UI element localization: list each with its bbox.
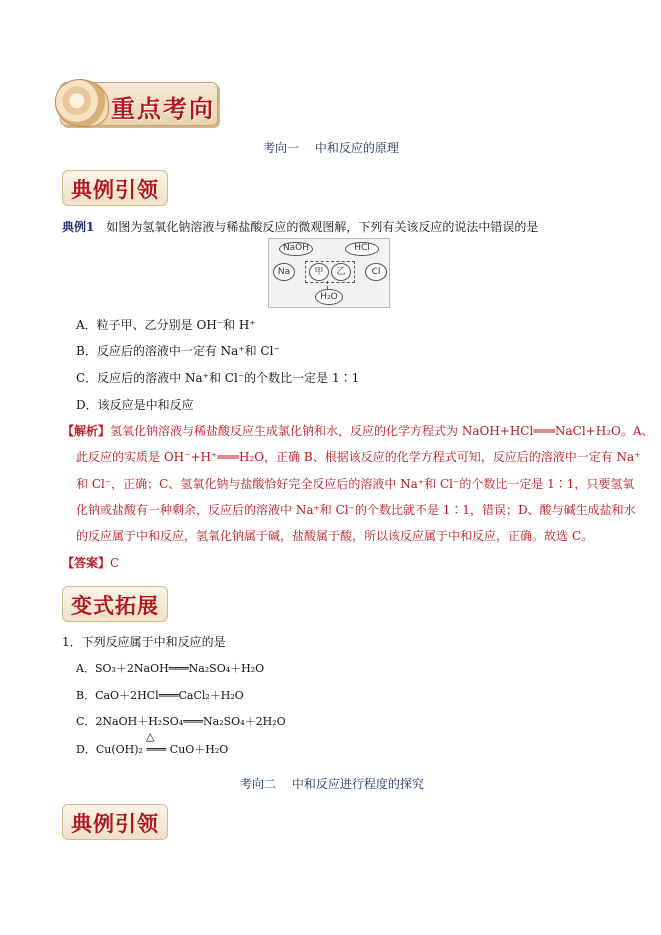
variant-tag-label: 变式拓展 [71, 593, 159, 618]
analysis-line-2: 此反应的实质是 OH⁻+H⁺═══H₂O，正确 B、根据该反应的化学方程式可知，反应后的溶液中一定有 Na⁺ [76, 450, 641, 464]
variant-option-d: D．Cu(OH)₂ ═══ CuO＋H₂O [76, 743, 229, 756]
reaction-diagram [268, 238, 390, 308]
particle-jia: 甲 [309, 263, 329, 281]
topic-one-title: 考向一 中和反应的原理 [263, 141, 399, 155]
arrow-line [327, 281, 329, 289]
example-tag-label: 典例引领 [71, 177, 159, 202]
variant-stem: 1．下列反应属于中和反应的是 [62, 635, 226, 649]
option-c: C．反应后的溶液中 Na⁺和 Cl⁻的个数比一定是 1∶1 [76, 371, 360, 385]
answer-line [62, 554, 119, 571]
example-stem [62, 218, 538, 235]
section-banner [60, 82, 218, 126]
analysis-line-1 [62, 422, 654, 439]
analysis-label: 【解析】 [62, 424, 111, 438]
analysis-line-5: 的反应属于中和反应，氢氧化钠属于碱，盐酸属于酸，所以该反应属于中和反应，正确。故选 C。 [76, 529, 593, 543]
water-molecule: H₂O [315, 289, 343, 305]
na-ion: Na [273, 263, 295, 281]
option-a: A．粒子甲、乙分别是 OH⁻和 H⁺ [76, 318, 256, 332]
option-d: D．该反应是中和反应 [76, 398, 194, 412]
heating-delta: △ [146, 730, 155, 743]
shell-icon [55, 79, 109, 127]
naoh-label: NaOH [279, 242, 313, 256]
analysis-text-1: 氢氧化钠溶液与稀盐酸反应生成氯化钠和水，反应的化学方程式为 NaOH+HCl═══NaCl+H₂O。A、 [110, 424, 654, 438]
banner-title: 重点考向 [111, 94, 215, 123]
variant-tag [62, 586, 168, 622]
example-tag-2-label: 典例引领 [71, 811, 159, 836]
variant-option-b: B．CaO＋2HCl═══CaCl₂＋H₂O [76, 689, 244, 702]
particle-yi: 乙 [331, 263, 351, 281]
answer-label: 【答案】 [62, 556, 111, 570]
example-tag [62, 170, 168, 206]
example-label: 典例1 [62, 220, 95, 234]
cl-ion: Cl [365, 263, 387, 281]
topic-two-title: 考向二 中和反应进行程度的探究 [240, 777, 424, 791]
variant-option-a: A．SO₃＋2NaOH═══Na₂SO₄＋H₂O [76, 662, 265, 675]
answer-value: C [110, 556, 120, 570]
analysis-line-3: 和 Cl⁻，正确；C、氢氧化钠与盐酸恰好完全反应后的溶液中 Na⁺和 Cl⁻的个数比一定是 1∶1，只要氢氧 [76, 477, 635, 491]
example-question: 如图为氢氧化钠溶液与稀盐酸反应的微观图解，下列有关该反应的说法中错误的是 [94, 220, 539, 234]
analysis-line-4: 化钠或盐酸有一种剩余，反应后的溶液中 Na⁺和 Cl⁻的个数比就不是 1∶1，错误；D、酸与碱生成盐和水 [76, 503, 636, 517]
variant-option-c: C．2NaOH＋H₂SO₄═══Na₂SO₄＋2H₂O [76, 715, 286, 728]
example-tag-2 [62, 804, 168, 840]
option-b: B．反应后的溶液中一定有 Na⁺和 Cl⁻ [76, 344, 280, 358]
hcl-label: HCl [345, 242, 379, 256]
